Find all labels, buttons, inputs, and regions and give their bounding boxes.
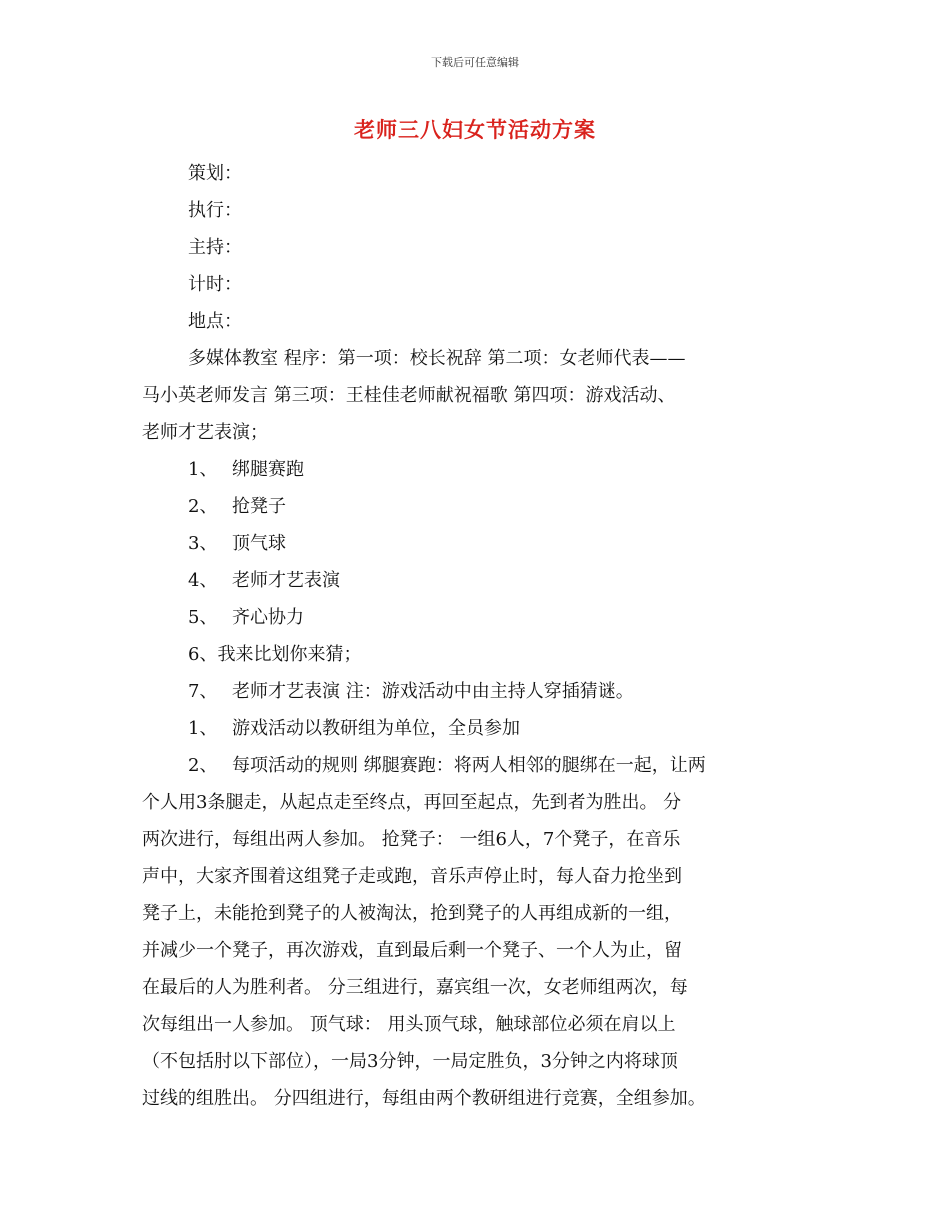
game-item	[142, 599, 818, 636]
rule-line: 个人用3条腿走，从起点走至终点，再回至起点，先到者为胜出。 分	[142, 792, 682, 813]
game-number: 6、	[188, 644, 218, 665]
game-item	[142, 562, 818, 599]
game-item	[142, 451, 818, 488]
game-item	[142, 488, 818, 525]
rule-line: 两次进行，每组出两人参加。 抢凳子： 一组6人，7个凳子，在音乐	[142, 829, 681, 850]
rule-line: 过线的组胜出。 分四组进行，每组由两个教研组进行竞赛，全组参加。	[142, 1088, 706, 1109]
game-number: 7、	[188, 681, 218, 702]
role-location: 地点：	[188, 311, 242, 332]
rule-line: 在最后的人为胜利者。 分三组进行，嘉宾组一次，女老师组两次，每	[142, 977, 688, 998]
game-text: 齐心协力	[232, 607, 304, 628]
game-item	[142, 673, 818, 710]
page-header-note: 下载后可任意编辑	[431, 56, 519, 69]
game-text: 老师才艺表演 注：游戏活动中由主持人穿插猜谜。	[232, 681, 634, 702]
rule-text: 每项活动的规则 绑腿赛跑：将两人相邻的腿绑在一起，让两	[232, 755, 706, 776]
rule-number: 1、	[188, 718, 218, 739]
role-planner: 策划：	[188, 163, 242, 184]
game-number: 5、	[188, 607, 218, 628]
role-timer: 计时：	[188, 274, 242, 295]
rule-number: 2、	[188, 755, 218, 776]
document-title: 老师三八妇女节活动方案	[354, 118, 596, 142]
game-number: 1、	[188, 459, 218, 480]
rule-line: 声中，大家齐围着这组凳子走或跑，音乐声停止时，每人奋力抢坐到	[142, 866, 682, 887]
game-text: 我来比划你来猜；	[217, 644, 362, 665]
rule-line: 次每组出一人参加。 顶气球： 用头顶气球，触球部位必须在肩以上	[142, 1014, 676, 1035]
role-host: 主持：	[188, 237, 242, 258]
game-item	[142, 525, 818, 562]
game-text: 顶气球	[232, 533, 286, 554]
program-line-1: 多媒体教室 程序：第一项：校长祝辞 第二项：女老师代表——	[188, 348, 686, 369]
program-line-3: 老师才艺表演；	[142, 422, 268, 443]
game-text: 绑腿赛跑	[232, 459, 304, 480]
rule-line: 并减少一个凳子，再次游戏，直到最后剩一个凳子、一个人为止，留	[142, 940, 682, 961]
game-number: 3、	[188, 533, 218, 554]
rule-item	[142, 710, 818, 747]
document-body	[142, 155, 818, 1117]
rule-line: 凳子上，未能抢到凳子的人被淘汰，抢到凳子的人再组成新的一组，	[142, 903, 682, 924]
game-text: 抢凳子	[232, 496, 286, 517]
game-number: 4、	[188, 570, 218, 591]
role-executor: 执行：	[188, 200, 242, 221]
game-number: 2、	[188, 496, 218, 517]
program-line-2: 马小英老师发言 第三项：王桂佳老师献祝福歌 第四项：游戏活动、	[142, 385, 676, 406]
game-item	[142, 636, 818, 673]
rule-text: 游戏活动以教研组为单位，全员参加	[232, 718, 520, 739]
game-text: 老师才艺表演	[232, 570, 340, 591]
rule-line: （不包括肘以下部位），一局3分钟，一局定胜负，3分钟之内将球顶	[142, 1051, 678, 1072]
rule-item	[142, 747, 818, 784]
